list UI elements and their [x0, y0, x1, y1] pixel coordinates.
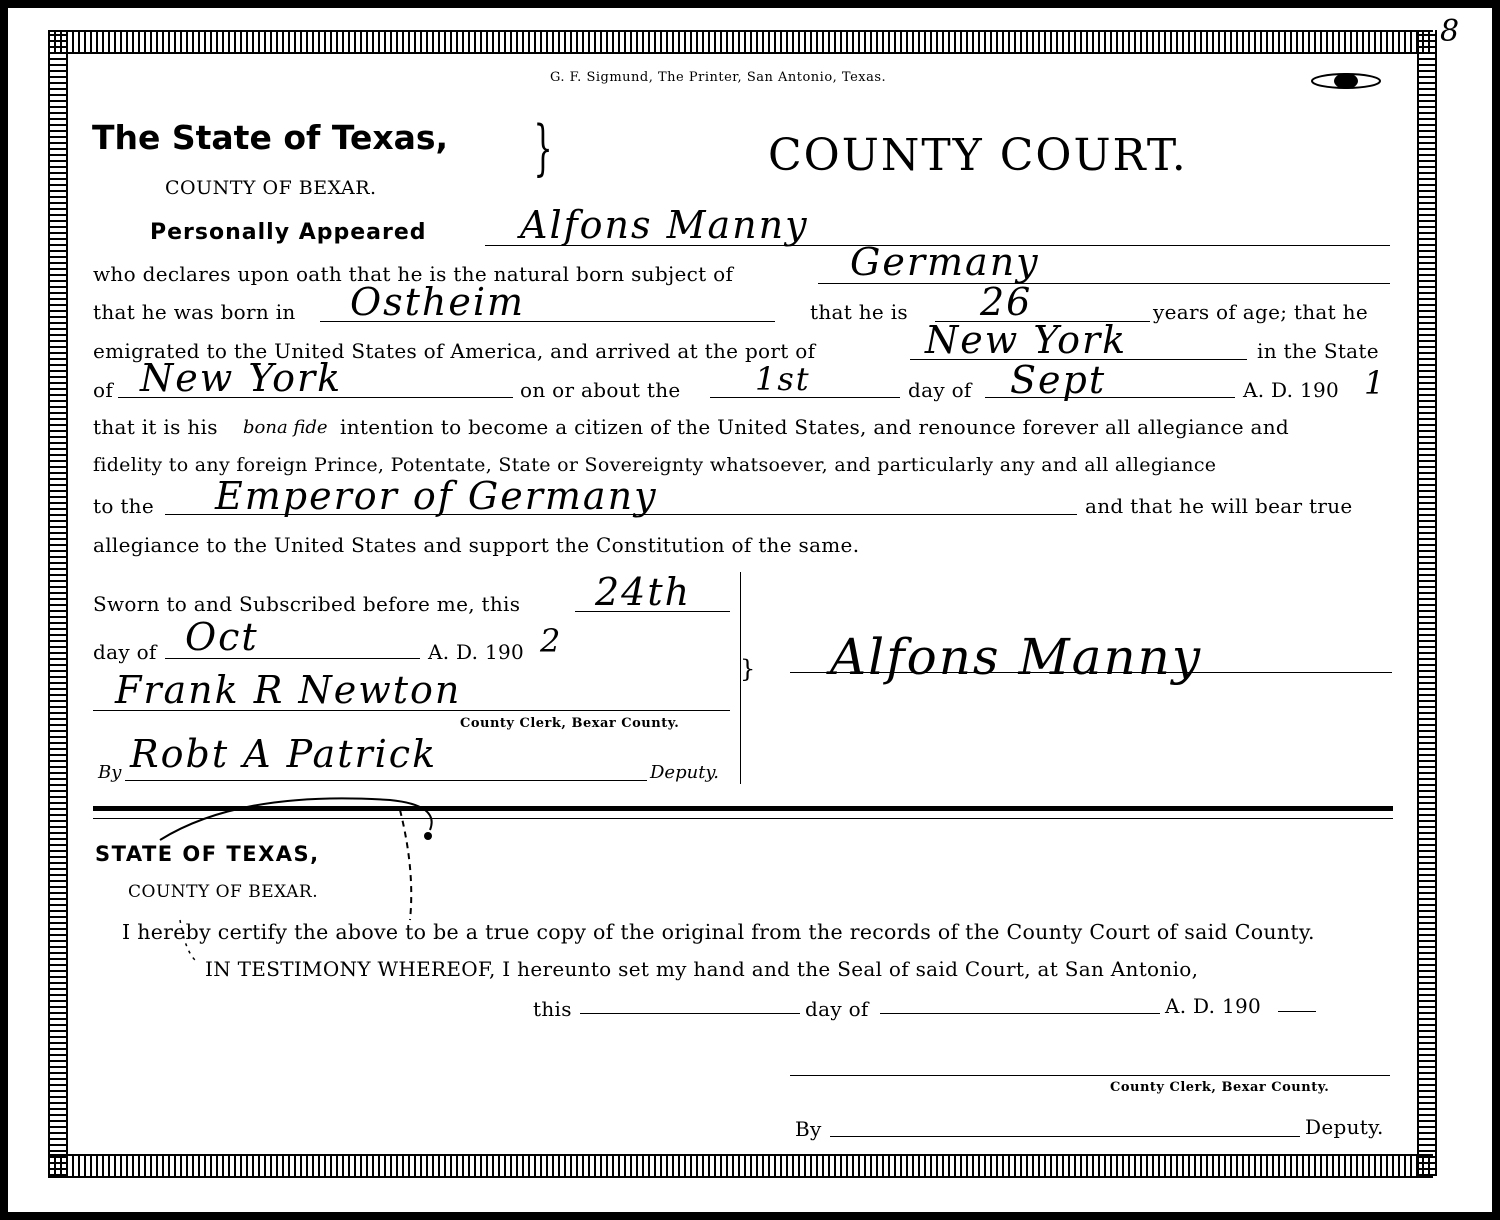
arrival-day: 1st	[755, 360, 811, 398]
sworn-ad-text: A. D. 190	[428, 640, 525, 664]
cert-day-line	[580, 1013, 800, 1014]
sworn-day: 24th	[595, 570, 692, 614]
personally-appeared-label: Personally Appeared	[150, 220, 427, 245]
bona-fide-text: bona fide	[243, 417, 328, 438]
applicant-signature: Alfons Manny	[830, 628, 1203, 686]
deputy-text: Deputy.	[650, 762, 719, 783]
allegiance-text: allegiance to the United States and support the Constitution of the same.	[93, 533, 860, 557]
nationality: Germany	[850, 240, 1040, 284]
cert-day-of-text: day of	[805, 997, 869, 1021]
cert-this-text: this	[533, 997, 572, 1021]
born-in-text: that he was born in	[93, 300, 296, 324]
cert-month-line	[880, 1013, 1160, 1014]
arrival-month: Sept	[1010, 358, 1107, 402]
of-text: of	[93, 378, 114, 402]
testimony-text: IN TESTIMONY WHEREOF, I hereunto set my hand and the Seal of said Court, at San Antonio,	[205, 957, 1199, 981]
cert-year-line	[1278, 1011, 1316, 1012]
age: 26	[980, 280, 1033, 324]
greek-key-border-top	[48, 30, 1433, 54]
heading-court: COUNTY COURT.	[768, 130, 1188, 181]
sworn-bracket-point: }	[740, 655, 756, 683]
intention-pre-text: that it is his	[93, 415, 218, 439]
certificate-county: COUNTY OF BEXAR.	[128, 882, 319, 902]
emigrated-text: emigrated to the United States of America, and arrived at the port of	[93, 339, 816, 363]
greek-key-border-right	[1417, 30, 1437, 1176]
cert-deputy-text: Deputy.	[1305, 1115, 1384, 1139]
heading-county: COUNTY OF BEXAR.	[165, 177, 377, 199]
embossed-seal	[140, 780, 460, 980]
birthplace: Ostheim	[350, 280, 526, 324]
cert-ad-text: A. D. 190	[1165, 994, 1262, 1018]
page-number: 8	[1440, 14, 1462, 49]
arrival-year-digit: 1	[1364, 364, 1387, 402]
sovereign: Emperor of Germany	[215, 474, 658, 518]
applicant-name: Alfons Manny	[520, 203, 809, 247]
by-text: By	[98, 762, 122, 783]
cert-clerk-title: County Clerk, Bexar County.	[1110, 1080, 1330, 1095]
day-of-text: day of	[908, 378, 972, 402]
in-state-text: in the State	[1257, 339, 1379, 363]
cert-by-text: By	[795, 1117, 822, 1141]
fidelity-text: fidelity to any foreign Prince, Potentate, State or Sovereignty whatsoever, and particularly any and all allegiance	[93, 454, 1217, 476]
printer-credit: G. F. Sigmund, The Printer, San Antonio, Texas.	[550, 70, 887, 85]
printer-logo	[1310, 70, 1382, 92]
clerk-title: County Clerk, Bexar County.	[460, 716, 680, 731]
sworn-month: Oct	[185, 615, 259, 659]
on-about-text: on or about the	[520, 378, 681, 402]
sworn-year-digit: 2	[540, 622, 563, 660]
cert-clerk-line	[790, 1075, 1390, 1076]
sworn-day-of-text: day of	[93, 640, 157, 664]
sworn-text: Sworn to and Subscribed before me, this	[93, 592, 521, 616]
certificate-state: STATE OF TEXAS,	[95, 842, 320, 866]
years-text: years of age; that he	[1153, 300, 1368, 324]
heading-brace: }	[533, 113, 553, 183]
that-he-is-text: that he is	[810, 300, 908, 324]
cert-deputy-line	[830, 1136, 1300, 1137]
greek-key-border-left	[48, 30, 68, 1176]
intention-post-text: intention to become a citizen of the United States, and renounce forever all allegiance and	[340, 415, 1289, 439]
state: New York	[140, 356, 343, 400]
to-the-text: to the	[93, 494, 154, 518]
arrival-ad-text: A. D. 190	[1243, 378, 1340, 402]
clerk-signature: Frank R Newton	[115, 668, 462, 712]
bear-true-text: and that he will bear true	[1085, 494, 1353, 518]
natural-born-text: who declares upon oath that he is the natural born subject of	[93, 262, 734, 286]
certify-text: I hereby certify the above to be a true copy of the original from the records of the County Court of said County.	[122, 920, 1315, 944]
port: New York	[925, 318, 1128, 362]
heading-state: The State of Texas,	[92, 118, 449, 157]
greek-key-border-bottom	[48, 1154, 1433, 1178]
deputy-signature: Robt A Patrick	[130, 732, 438, 776]
